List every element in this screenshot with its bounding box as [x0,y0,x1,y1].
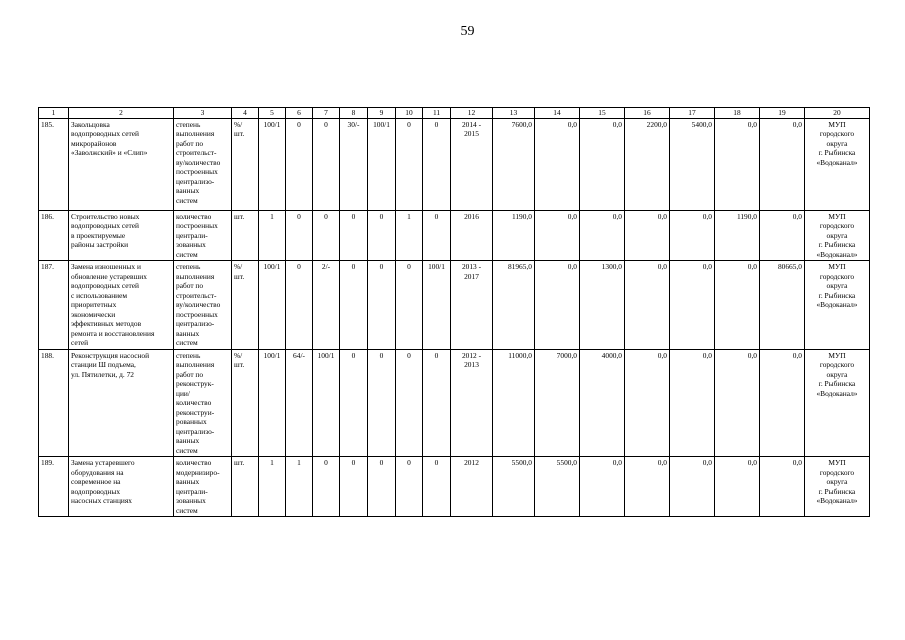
value-cell: 100/1 [423,261,451,350]
funding-cell: 0,0 [625,210,670,261]
value-cell: 100/1 [259,118,286,210]
page-number: 59 [460,24,475,39]
value-cell: 0 [286,118,313,210]
value-cell: 0 [340,457,368,517]
funding-cell: 0,0 [760,457,805,517]
value-cell: 1 [396,210,423,261]
funding-cell: 0,0 [625,457,670,517]
column-header: 6 [286,108,313,119]
value-cell: 0 [396,118,423,210]
executor: МУП городского округа г. Рыбинска «Водоканал» [805,210,870,261]
table-row [39,457,870,517]
funding-cell: 4000,0 [580,349,625,457]
funding-cell: 2200,0 [625,118,670,210]
funding-cell: 1300,0 [580,261,625,350]
funding-cell: 0,0 [715,457,760,517]
value-cell: 0 [396,261,423,350]
table-row [39,118,870,210]
funding-cell: 0,0 [580,210,625,261]
measure-name: Реконструкция насосной станции Ш подъема, ул. Пятилетки, д. 72 [69,349,174,457]
measure-name: Закольцовка водопроводных сетей микрорайонов «Заволжский» и «Слип» [69,118,174,210]
value-cell: 0 [340,349,368,457]
column-header: 2 [69,108,174,119]
indicator: количество модернизиро- ванных централи- зованных систем [174,457,232,517]
value-cell: 0 [313,457,340,517]
column-header: 7 [313,108,340,119]
column-header: 10 [396,108,423,119]
indicator: количество построенных централи- зованных систем [174,210,232,261]
column-header: 9 [368,108,396,119]
value-cell: 2/- [313,261,340,350]
value-cell: 0 [313,118,340,210]
value-cell: 100/1 [368,118,396,210]
funding-cell: 0,0 [760,349,805,457]
value-cell: 0 [368,349,396,457]
period: 2014 - 2015 [451,118,493,210]
column-header: 3 [174,108,232,119]
column-header: 13 [493,108,535,119]
funding-cell: 0,0 [535,261,580,350]
measure-name: Замена изношенных и обновление устаревших водопроводных сетей с использованием приоритетных экономически эффективных методов ремонта и восстановления сетей [69,261,174,350]
value-cell: 0 [368,457,396,517]
column-header: 16 [625,108,670,119]
unit: %/ шт. [232,118,259,210]
column-header: 18 [715,108,760,119]
column-header: 11 [423,108,451,119]
executor: МУП городского округа г. Рыбинска «Водоканал» [805,118,870,210]
value-cell: 0 [340,210,368,261]
value-cell: 0 [313,210,340,261]
value-cell: 0 [286,210,313,261]
column-header: 12 [451,108,493,119]
value-cell: 0 [286,261,313,350]
column-header: 14 [535,108,580,119]
unit: %/ шт. [232,261,259,350]
funding-cell: 0,0 [670,349,715,457]
indicator: степень выполнения работ по реконструк- ции/ количество реконструи- рованных централизо- ванных систем [174,349,232,457]
unit: %/ шт. [232,349,259,457]
funding-total: 1190,0 [493,210,535,261]
funding-cell: 1190,0 [715,210,760,261]
funding-cell: 5400,0 [670,118,715,210]
value-cell: 0 [423,210,451,261]
row-number: 186. [39,210,69,261]
executor: МУП городского округа г. Рыбинска «Водоканал» [805,261,870,350]
value-cell: 0 [368,210,396,261]
table-body [39,118,870,517]
funding-total: 11000,0 [493,349,535,457]
funding-cell: 0,0 [670,261,715,350]
funding-cell: 0,0 [760,118,805,210]
funding-total: 7600,0 [493,118,535,210]
value-cell: 100/1 [259,261,286,350]
funding-cell: 0,0 [580,457,625,517]
unit: шт. [232,457,259,517]
period: 2016 [451,210,493,261]
measure-name: Замена устаревшего оборудования на современное на водопроводных насосных станциях [69,457,174,517]
column-header: 20 [805,108,870,119]
funding-cell: 0,0 [715,349,760,457]
indicator: степень выполнения работ по строительст- ву/количество построенных централизо- ванных систем [174,118,232,210]
value-cell: 0 [423,457,451,517]
column-header: 15 [580,108,625,119]
funding-cell: 0,0 [535,118,580,210]
value-cell: 0 [340,261,368,350]
executor: МУП городского округа г. Рыбинска «Водоканал» [805,457,870,517]
value-cell: 1 [259,210,286,261]
funding-cell: 80665,0 [760,261,805,350]
period: 2012 - 2013 [451,349,493,457]
value-cell: 0 [396,457,423,517]
funding-cell: 0,0 [760,210,805,261]
period: 2013 - 2017 [451,261,493,350]
unit: шт. [232,210,259,261]
funding-cell: 7000,0 [535,349,580,457]
value-cell: 64/- [286,349,313,457]
row-number: 185. [39,118,69,210]
table-row [39,349,870,457]
column-header: 8 [340,108,368,119]
period: 2012 [451,457,493,517]
column-header: 5 [259,108,286,119]
value-cell: 0 [423,118,451,210]
table-row [39,210,870,261]
value-cell: 100/1 [313,349,340,457]
table-row [39,261,870,350]
value-cell: 0 [423,349,451,457]
value-cell: 1 [286,457,313,517]
executor: МУП городского округа г. Рыбинска «Водоканал» [805,349,870,457]
column-header: 4 [232,108,259,119]
program-table [38,107,870,517]
funding-cell: 0,0 [715,118,760,210]
column-number-row [39,108,870,119]
funding-total: 81965,0 [493,261,535,350]
value-cell: 100/1 [259,349,286,457]
funding-cell: 0,0 [670,210,715,261]
value-cell: 1 [259,457,286,517]
funding-cell: 0,0 [715,261,760,350]
value-cell: 0 [368,261,396,350]
row-number: 187. [39,261,69,350]
measure-name: Строительство новых водопроводных сетей в проектируемые районы застройки [69,210,174,261]
column-header: 17 [670,108,715,119]
funding-total: 5500,0 [493,457,535,517]
value-cell: 30/- [340,118,368,210]
row-number: 189. [39,457,69,517]
funding-cell: 0,0 [580,118,625,210]
funding-cell: 0,0 [670,457,715,517]
column-header: 19 [760,108,805,119]
column-header: 1 [39,108,69,119]
funding-cell: 0,0 [535,210,580,261]
indicator: степень выполнения работ по строительст- ву/количество построенных централизо- ванных систем [174,261,232,350]
funding-cell: 0,0 [625,261,670,350]
value-cell: 0 [396,349,423,457]
funding-cell: 0,0 [625,349,670,457]
row-number: 188. [39,349,69,457]
funding-cell: 5500,0 [535,457,580,517]
